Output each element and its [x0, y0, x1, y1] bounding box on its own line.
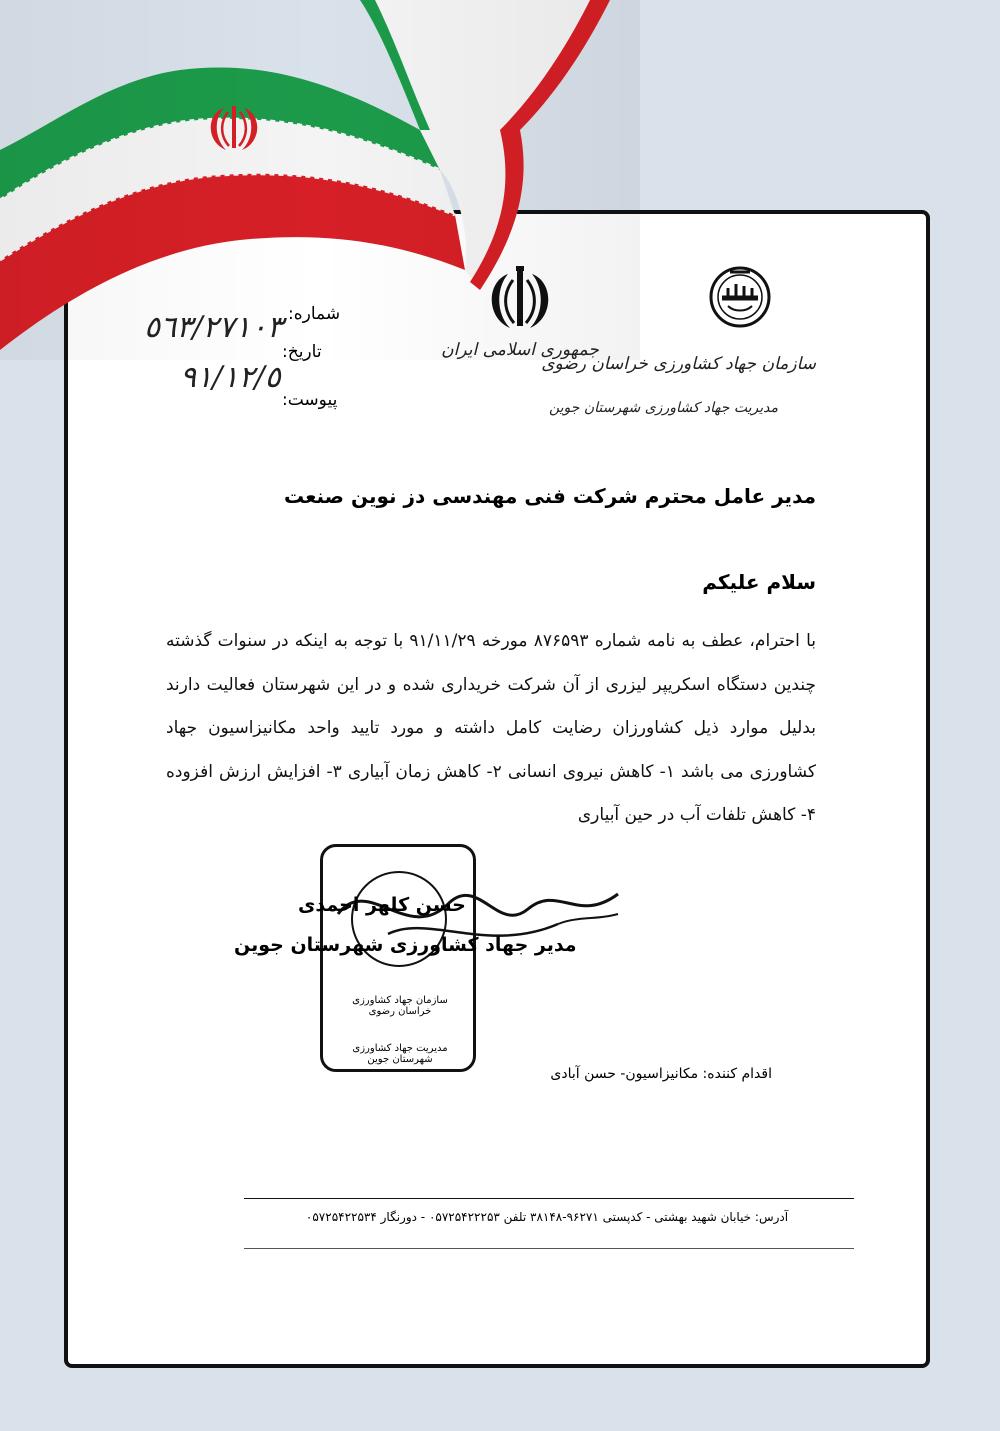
bottom-divider [244, 1248, 854, 1249]
number-label: شماره: [288, 304, 341, 324]
footer-address: آدرس: خیابان شهید بهشتی - کدپستی ۹۶۲۷۱-۳۸۱۴۸ تلفن ۰۵۷۲۵۴۲۲۲۵۳ - دورنگار ۰۵۷۲۵۴۲۲۵۳۴ [305, 1210, 789, 1224]
department-name: مدیریت جهاد کشاورزی شهرستان جوین [548, 400, 778, 416]
date-label: تاریخ: [282, 342, 322, 362]
organization-name: سازمان جهاد کشاورزی خراسان رضوی [541, 354, 816, 374]
attachment-label: پیوست: [282, 390, 338, 410]
letter-number: ٥٦٣/٢٧١٠٣ [144, 310, 284, 345]
greeting: سلام علیکم [702, 570, 816, 594]
signer-title: مدیر جهاد کشاورزی شهرستان جوین [234, 934, 577, 956]
recipient: مدیر عامل محترم شرکت فنی مهندسی دز نوین صنعت [284, 484, 816, 508]
letter-date: ٩١/١٢/٥ [180, 360, 281, 395]
letter-body: با احترام، عطف به نامه شماره ۸۷۶۵۹۳ مورخه ۹۱/۱۱/۲۹ با توجه به اینکه در سنوات گذشته چندین دستگاه اسکریپر لیزری از آن شرکت خریداری شده و در این شهرستان فعالیت دارند بدلیل موارد ذیل کشاورزان رضایت کامل داشته و مورد تایید واحد مکانیزاسیون جهاد کشاورزی می باشد ۱- کاهش نیروی انسانی ۲- کاهش زمان آبیاری ۳- افزایش ارزش افزوده ۴- کاهش تلفات آب در حین آبیاری [166, 631, 816, 825]
footer-divider [244, 1198, 854, 1199]
action-by-note: اقدام کننده: مکانیزاسیون- حسن آبادی [550, 1066, 772, 1082]
jihad-keshavarzi-logo-icon [708, 262, 772, 332]
stamp-org-text: سازمان جهاد کشاورزی خراسان رضوی [352, 995, 448, 1017]
signer-name: حسن کلهر احمدی [298, 894, 466, 916]
letter-sheet [64, 210, 930, 1368]
iran-flag-ribbon [0, 0, 640, 360]
stamp-dept-text: مدیریت جهاد کشاورزی شهرستان جوین [352, 1043, 448, 1065]
emblem-caption: جمهوری اسلامی ایران [441, 340, 599, 360]
